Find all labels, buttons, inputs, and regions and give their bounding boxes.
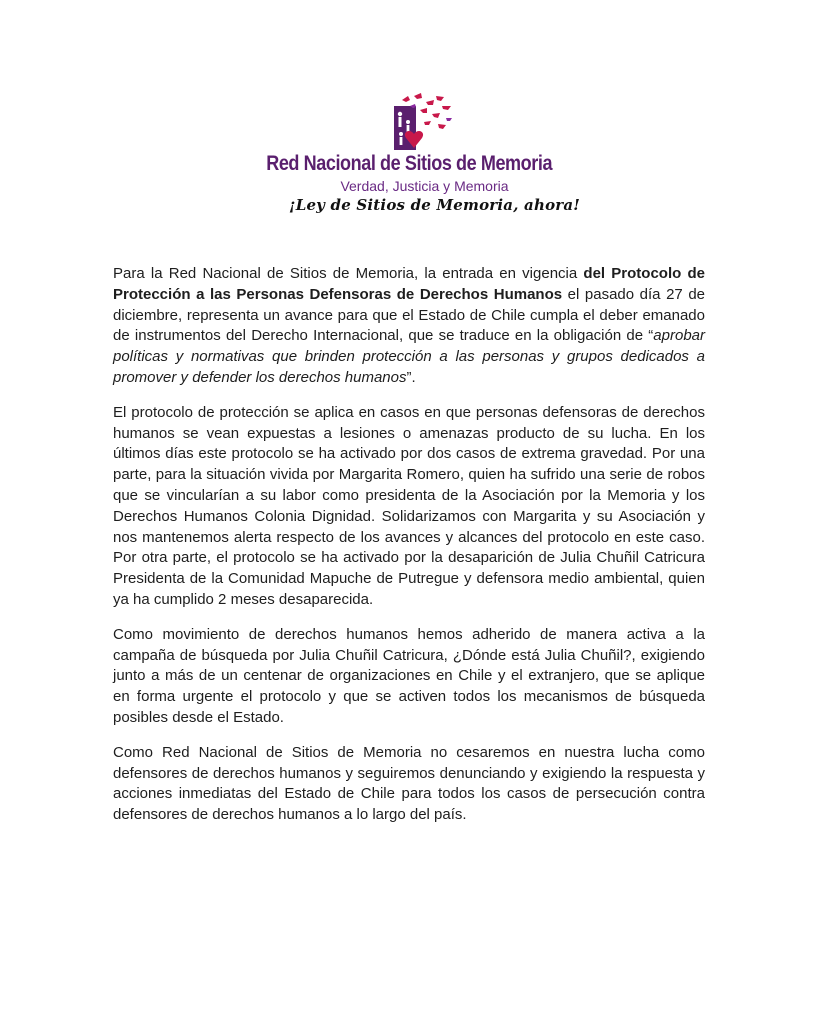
paragraph-1 — [113, 264, 705, 389]
p1-bold-protocol: del Protocolo de Protección a las Personas Defensoras de Derechos Humanos — [113, 265, 705, 303]
p1-italic-quote: aprobar políticas y normativas que brinden protección a las personas y grupos dedicados a promover y defender los derechos humanos — [113, 327, 705, 386]
p1-text-2: el pasado día 27 de diciembre, representa un avance para que el Estado de Chile cumpla el deber emanado de instrumentos del Derecho Internacional, que se traduce en la obligación de “ — [113, 285, 705, 345]
paragraph-2: El protocolo de protección se aplica en casos en que personas defensoras de derechos humanos se vean expuestas a lesiones o amenazas producto de su lucha. En los últimos días este protocolo se ha activado por dos casos de extrema gravedad. Por una parte, para la situación vivida por Margarita Romero, quien ha sufrido una serie de robos que se vincularían a su labor como presidenta de la Asociación por la Memoria y los Derechos Humanos Colonia Dignidad. Solidarizamos con Margarita y su Asociación y nos mantenemos alerta respecto de los avances y alcances del protocolo en este caso. Por otra parte, el protocolo se ha activado por la desaparición de Julia Chuñil Catricura Presidenta de la Comunidad Mapuche de Putregue y defensora medio ambiental, quien ya ha cumplido 2 meses desaparecida. — [113, 403, 705, 608]
letterhead — [0, 0, 819, 230]
organization-name-text: Red Nacional de Sitios de Memoria — [266, 152, 553, 175]
statement-body — [113, 264, 705, 840]
p1-text-3: ”. — [406, 368, 416, 386]
slogan: ¡Ley de Sitios de Memoria, ahora! — [288, 196, 581, 214]
paragraph-3: Como movimiento de derechos humanos hemos adherido de manera activa a la campaña de búsqueda por Julia Chuñil Catricura, ¿Dónde está Julia Chuñil?, exigiendo junto a más de un centenar de organizaciones en Chile y el extranjero, que se aplique en forma urgente el protocolo y que se activen todos los mecanismos de búsqueda posibles desde el Estado. — [113, 625, 705, 726]
p1-text-1: Para la Red Nacional de Sitios de Memoria, la entrada en vigencia — [113, 265, 584, 282]
organization-name — [57, 152, 761, 176]
tagline: Verdad, Justicia y Memoria — [340, 178, 509, 194]
paragraph-4: Como Red Nacional de Sitios de Memoria no cesaremos en nuestra lucha como defensores de derechos humanos y seguiremos denunciando y exigiendo la respuesta y acciones inmediatas del Estado de Chile para todos los casos de persecución contra defensores de derechos humanos a lo largo del país. — [113, 743, 705, 824]
birds-and-figures-logo-icon — [388, 92, 456, 154]
